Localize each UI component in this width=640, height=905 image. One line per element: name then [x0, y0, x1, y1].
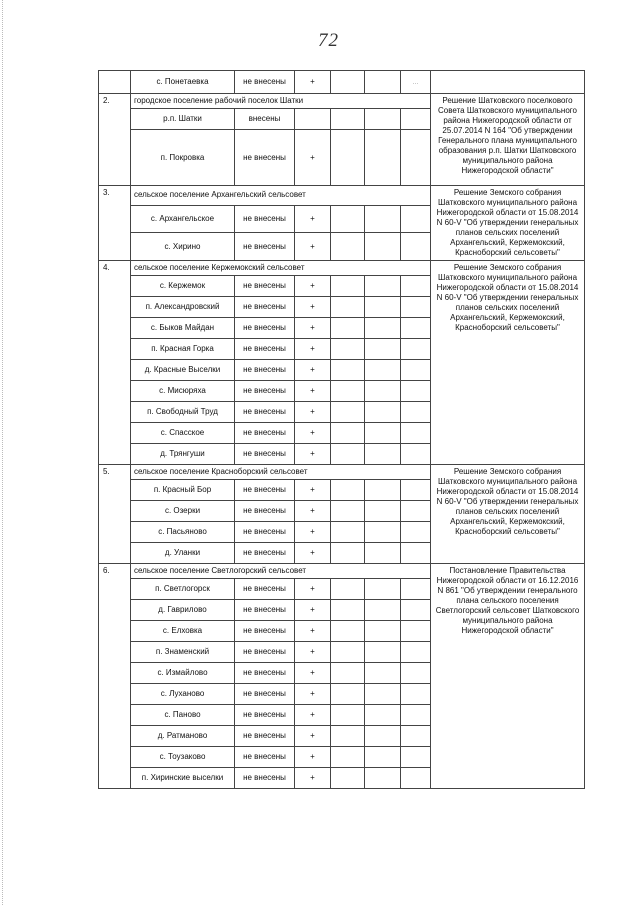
- blank-cell: [401, 130, 431, 186]
- blank-cell: [331, 339, 365, 360]
- settlement-name: сельское поселение Архангельский сельсовет: [131, 186, 431, 206]
- blank-cell: [331, 109, 365, 130]
- settlement-name: сельское поселение Кержемокский сельсовет: [131, 261, 431, 276]
- blank-cell: [365, 297, 401, 318]
- status-cell: не внесены: [235, 522, 295, 543]
- blank-cell: [331, 276, 365, 297]
- status-cell: не внесены: [235, 381, 295, 402]
- mark-cell: +: [295, 522, 331, 543]
- mark-cell: +: [295, 423, 331, 444]
- blank-cell: [431, 71, 585, 94]
- status-cell: не внесены: [235, 705, 295, 726]
- status-cell: не внесены: [235, 233, 295, 261]
- blank-cell: [365, 444, 401, 465]
- settlement-name: городское поселение рабочий поселок Шатки: [131, 94, 431, 109]
- status-cell: не внесены: [235, 297, 295, 318]
- blank-cell: [401, 318, 431, 339]
- status-cell: не внесены: [235, 768, 295, 789]
- status-cell: не внесены: [235, 579, 295, 600]
- mark-cell: +: [295, 600, 331, 621]
- mark-cell: +: [295, 663, 331, 684]
- settlement-name: сельское поселение Красноборский сельсовет: [131, 465, 431, 480]
- status-cell: не внесены: [235, 600, 295, 621]
- mark-cell: +: [295, 579, 331, 600]
- blank-cell: [365, 130, 401, 186]
- status-cell: не внесены: [235, 71, 295, 94]
- blank-cell: [331, 522, 365, 543]
- locality-cell: с. Понетаевка: [131, 71, 235, 94]
- blank-cell: [365, 360, 401, 381]
- status-cell: не внесены: [235, 339, 295, 360]
- blank-cell: [401, 360, 431, 381]
- decision-text: Решение Шатковского поселкового Совета Шатковского муниципального района Нижегородской области от 25.07.2014 N 164 "Об утверждении Генерального плана муниципального образования р.п. Шатки Шатковского муниципального района Нижегородской области": [431, 94, 585, 186]
- blank-cell: [365, 768, 401, 789]
- mark-cell: +: [295, 276, 331, 297]
- blank-cell: [331, 747, 365, 768]
- locality-cell: п. Свободный Труд: [131, 402, 235, 423]
- locality-cell: д. Трянгуши: [131, 444, 235, 465]
- registry-table: [98, 70, 585, 789]
- blank-cell: [401, 381, 431, 402]
- blank-cell: [365, 501, 401, 522]
- mark-cell: +: [295, 726, 331, 747]
- mark-cell: +: [295, 621, 331, 642]
- blank-cell: [365, 71, 401, 94]
- mark-cell: +: [295, 402, 331, 423]
- blank-cell: [365, 402, 401, 423]
- blank-cell: [401, 522, 431, 543]
- locality-cell: р.п. Шатки: [131, 109, 235, 130]
- status-cell: не внесены: [235, 360, 295, 381]
- decision-text: Решение Земского собрания Шатковского муниципального района Нижегородской области от 15.08.2014 N 60-V "Об утверждении генеральных планов сельских поселений Архангельский, Кержемокский, Красноборский сельсоветы": [431, 465, 585, 564]
- mark-cell: [295, 109, 331, 130]
- locality-cell: с. Пасьяново: [131, 522, 235, 543]
- blank-cell: [365, 663, 401, 684]
- section-number: 3.: [99, 186, 131, 261]
- blank-cell: [401, 600, 431, 621]
- mark-cell: +: [295, 642, 331, 663]
- locality-cell: с. Спасское: [131, 423, 235, 444]
- section-header-row: [99, 465, 585, 480]
- blank-cell: [365, 205, 401, 233]
- blank-cell: [401, 747, 431, 768]
- status-cell: не внесены: [235, 130, 295, 186]
- locality-cell: п. Хиринские выселки: [131, 768, 235, 789]
- blank-cell: [331, 423, 365, 444]
- blank-cell: [401, 339, 431, 360]
- extra-dots: ...: [412, 78, 419, 86]
- blank-cell: [331, 579, 365, 600]
- blank-cell: [365, 726, 401, 747]
- blank-cell: [401, 621, 431, 642]
- blank-cell: [401, 109, 431, 130]
- section-number: 4.: [99, 261, 131, 465]
- status-cell: не внесены: [235, 480, 295, 501]
- section-header-row: [99, 186, 585, 206]
- blank-cell: [401, 233, 431, 261]
- section-header-row: [99, 94, 585, 109]
- locality-cell: с. Луханово: [131, 684, 235, 705]
- blank-cell: [331, 642, 365, 663]
- mark-cell: +: [295, 480, 331, 501]
- locality-cell: с. Мисюряха: [131, 381, 235, 402]
- blank-cell: [365, 684, 401, 705]
- section-number: 6.: [99, 564, 131, 789]
- locality-cell: с. Кержемок: [131, 276, 235, 297]
- mark-cell: +: [295, 318, 331, 339]
- status-cell: не внесены: [235, 423, 295, 444]
- status-cell: не внесены: [235, 747, 295, 768]
- blank-cell: [331, 402, 365, 423]
- status-cell: не внесены: [235, 621, 295, 642]
- mark-cell: +: [295, 501, 331, 522]
- blank-cell: [365, 339, 401, 360]
- blank-cell: [365, 747, 401, 768]
- blank-cell: [331, 501, 365, 522]
- mark-cell: +: [295, 205, 331, 233]
- blank-cell: [401, 444, 431, 465]
- scan-edge: [2, 0, 3, 905]
- blank-cell: [365, 621, 401, 642]
- blank-cell: [331, 480, 365, 501]
- blank-cell: [331, 684, 365, 705]
- blank-cell: [365, 318, 401, 339]
- blank-cell: [331, 705, 365, 726]
- blank-cell: [365, 109, 401, 130]
- blank-cell: [331, 360, 365, 381]
- blank-cell: [401, 423, 431, 444]
- decision-text: Решение Земского собрания Шатковского муниципального района Нижегородской области от 15.08.2014 N 60-V "Об утверждении генеральных планов сельских поселений Архангельский, Кержемокский, Красноборский сельсоветы": [431, 186, 585, 261]
- blank-cell: [365, 381, 401, 402]
- mark-cell: +: [295, 444, 331, 465]
- locality-cell: с. Быков Майдан: [131, 318, 235, 339]
- mark-cell: +: [295, 297, 331, 318]
- blank-cell: [365, 233, 401, 261]
- blank-cell: [401, 276, 431, 297]
- blank-cell: [365, 600, 401, 621]
- locality-cell: с. Измайлово: [131, 663, 235, 684]
- section-number: 5.: [99, 465, 131, 564]
- mark-cell: +: [295, 339, 331, 360]
- status-cell: не внесены: [235, 402, 295, 423]
- blank-cell: [365, 579, 401, 600]
- blank-cell: [331, 233, 365, 261]
- status-cell: не внесены: [235, 726, 295, 747]
- blank-cell: [365, 522, 401, 543]
- blank-cell: [401, 480, 431, 501]
- locality-cell: с. Елховка: [131, 621, 235, 642]
- section-header-row: [99, 261, 585, 276]
- locality-cell: п. Знаменский: [131, 642, 235, 663]
- status-cell: внесены: [235, 109, 295, 130]
- mark-cell: +: [295, 233, 331, 261]
- locality-cell: д. Красные Выселки: [131, 360, 235, 381]
- blank-cell: [365, 276, 401, 297]
- locality-cell: с. Паново: [131, 705, 235, 726]
- blank-cell: [331, 318, 365, 339]
- section-header-row: [99, 564, 585, 579]
- status-cell: не внесены: [235, 684, 295, 705]
- status-cell: не внесены: [235, 663, 295, 684]
- locality-cell: д. Гаврилово: [131, 600, 235, 621]
- settlement-name: сельское поселение Светлогорский сельсовет: [131, 564, 431, 579]
- blank-cell: [331, 543, 365, 564]
- blank-cell: [401, 402, 431, 423]
- blank-cell: [365, 642, 401, 663]
- blank-cell: [331, 621, 365, 642]
- locality-cell: с. Озерки: [131, 501, 235, 522]
- blank-cell: [365, 705, 401, 726]
- status-cell: не внесены: [235, 543, 295, 564]
- blank-cell: [331, 130, 365, 186]
- section-number: 2.: [99, 94, 131, 186]
- status-cell: не внесены: [235, 205, 295, 233]
- blank-cell: [401, 501, 431, 522]
- blank-cell: [331, 600, 365, 621]
- locality-cell: д. Ратманово: [131, 726, 235, 747]
- status-cell: не внесены: [235, 501, 295, 522]
- blank-cell: [331, 205, 365, 233]
- locality-cell: п. Светлогорск: [131, 579, 235, 600]
- blank-cell: [365, 480, 401, 501]
- mark-cell: +: [295, 543, 331, 564]
- blank-cell: [401, 579, 431, 600]
- mark-cell: +: [295, 705, 331, 726]
- locality-cell: п. Красная Горка: [131, 339, 235, 360]
- table-row: [99, 71, 585, 94]
- blank-cell: [331, 663, 365, 684]
- locality-cell: п. Покровка: [131, 130, 235, 186]
- status-cell: не внесены: [235, 642, 295, 663]
- blank-cell: [331, 297, 365, 318]
- blank-cell: [331, 768, 365, 789]
- blank-cell: [331, 381, 365, 402]
- blank-cell: [401, 768, 431, 789]
- mark-cell: +: [295, 71, 331, 94]
- decision-text: Постановление Правительства Нижегородской области от 16.12.2016 N 861 "Об утверждении генерального плана сельского поселения Светлогорский сельсовет Шатковского муниципального района Нижегородской области": [431, 564, 585, 789]
- blank-cell: [401, 205, 431, 233]
- page-number: 72: [318, 30, 339, 51]
- mark-cell: +: [295, 360, 331, 381]
- mark-cell: +: [295, 130, 331, 186]
- mark-cell: +: [295, 684, 331, 705]
- decision-text: Решение Земского собрания Шатковского муниципального района Нижегородской области от 15.08.2014 N 60-V "Об утверждении генеральных планов сельских поселений Архангельский, Кержемокский, Красноборский сельсоветы": [431, 261, 585, 465]
- blank-cell: [331, 71, 365, 94]
- blank-cell: [401, 663, 431, 684]
- row-number: [99, 71, 131, 94]
- locality-cell: д. Уланки: [131, 543, 235, 564]
- locality-cell: с. Архангельское: [131, 205, 235, 233]
- blank-cell: [331, 726, 365, 747]
- locality-cell: с. Хирино: [131, 233, 235, 261]
- extra-cell: [401, 71, 431, 94]
- blank-cell: [365, 423, 401, 444]
- locality-cell: п. Александровский: [131, 297, 235, 318]
- blank-cell: [365, 543, 401, 564]
- status-cell: не внесены: [235, 276, 295, 297]
- status-cell: не внесены: [235, 444, 295, 465]
- mark-cell: +: [295, 381, 331, 402]
- mark-cell: +: [295, 768, 331, 789]
- locality-cell: п. Красный Бор: [131, 480, 235, 501]
- blank-cell: [401, 684, 431, 705]
- mark-cell: +: [295, 747, 331, 768]
- blank-cell: [401, 297, 431, 318]
- blank-cell: [401, 642, 431, 663]
- status-cell: не внесены: [235, 318, 295, 339]
- locality-cell: с. Тоузаково: [131, 747, 235, 768]
- blank-cell: [401, 543, 431, 564]
- blank-cell: [401, 705, 431, 726]
- registry-body: [99, 71, 585, 789]
- blank-cell: [401, 726, 431, 747]
- blank-cell: [331, 444, 365, 465]
